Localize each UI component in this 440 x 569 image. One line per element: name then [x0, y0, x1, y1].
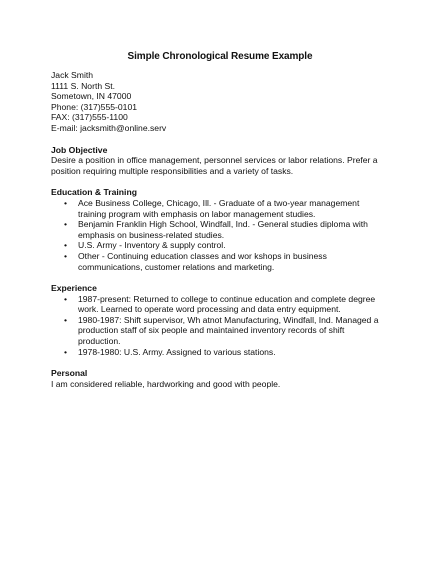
objective-text: Desire a position in office management, personnel services or labor relations. Prefer a position requiring multiple responsibilities and a variety of tasks.: [51, 155, 378, 176]
section-heading: Experience: [51, 283, 97, 294]
contact-name: Jack Smith: [51, 70, 94, 80]
section-heading: Personal: [51, 368, 88, 379]
list-item-text: Benjamin Franklin High School, Windfall, Ind. - General studies diploma with emphasis on business-related studies.: [78, 219, 368, 240]
contact-fax: FAX: (317)555-1100: [51, 112, 128, 123]
document-title: Simple Chronological Resume Example: [127, 51, 313, 62]
section-experience: [51, 283, 381, 357]
list-item-text: 1987-present: Returned to college to continue education and complete degree work. Learned to operate word processing and data entry equipment.: [78, 293, 376, 315]
bullet-icon: •: [64, 197, 68, 208]
list-item: [51, 315, 381, 347]
education-list: [51, 198, 381, 272]
contact-email: E-mail: jacksmith@online.serv: [51, 122, 167, 133]
section-personal: [51, 368, 381, 389]
list-item-text: 1978-1980: U.S. Army. Assigned to various stations.: [78, 346, 276, 357]
list-item-text: Ace Business College, Chicago, Ill. - Graduate of a two-year management training program with emphasis on labor management studies.: [78, 197, 360, 219]
section-heading: Education & Training: [51, 187, 137, 198]
section-job-objective: [51, 145, 381, 177]
bullet-icon: •: [64, 250, 68, 261]
contact-block: [51, 70, 381, 134]
bullet-icon: •: [64, 314, 68, 325]
resume-content: [51, 70, 381, 389]
experience-list: [51, 294, 381, 358]
contact-street: 1111 S. North St.: [51, 80, 116, 91]
bullet-icon: •: [64, 293, 68, 304]
list-item-text: Other - Continuing education classes and wor kshops in business communications, customer relations and marketing.: [78, 250, 327, 272]
bullet-icon: •: [64, 219, 68, 230]
bullet-icon: •: [64, 346, 68, 357]
section-education: [51, 187, 381, 272]
list-item: [51, 198, 381, 219]
personal-text: I am considered reliable, hardworking and good with people.: [51, 378, 281, 389]
list-item: [51, 219, 381, 240]
bullet-icon: •: [64, 240, 68, 251]
list-item-text: U.S. Army - Inventory & supply control.: [78, 240, 226, 251]
list-item-text: 1980-1987: Shift supervisor, Wh atnot Manufacturing, Windfall, Ind. Managed a production staff of six people and maintained inventory records of shift production.: [78, 314, 379, 347]
contact-city: Sometown, IN 47000: [51, 91, 132, 102]
section-heading: Job Objective: [51, 144, 108, 155]
list-item: [51, 251, 381, 272]
list-item: [51, 347, 381, 358]
list-item: [51, 294, 381, 315]
list-item: [51, 240, 381, 251]
contact-phone: Phone: (317)555-0101: [51, 101, 138, 112]
